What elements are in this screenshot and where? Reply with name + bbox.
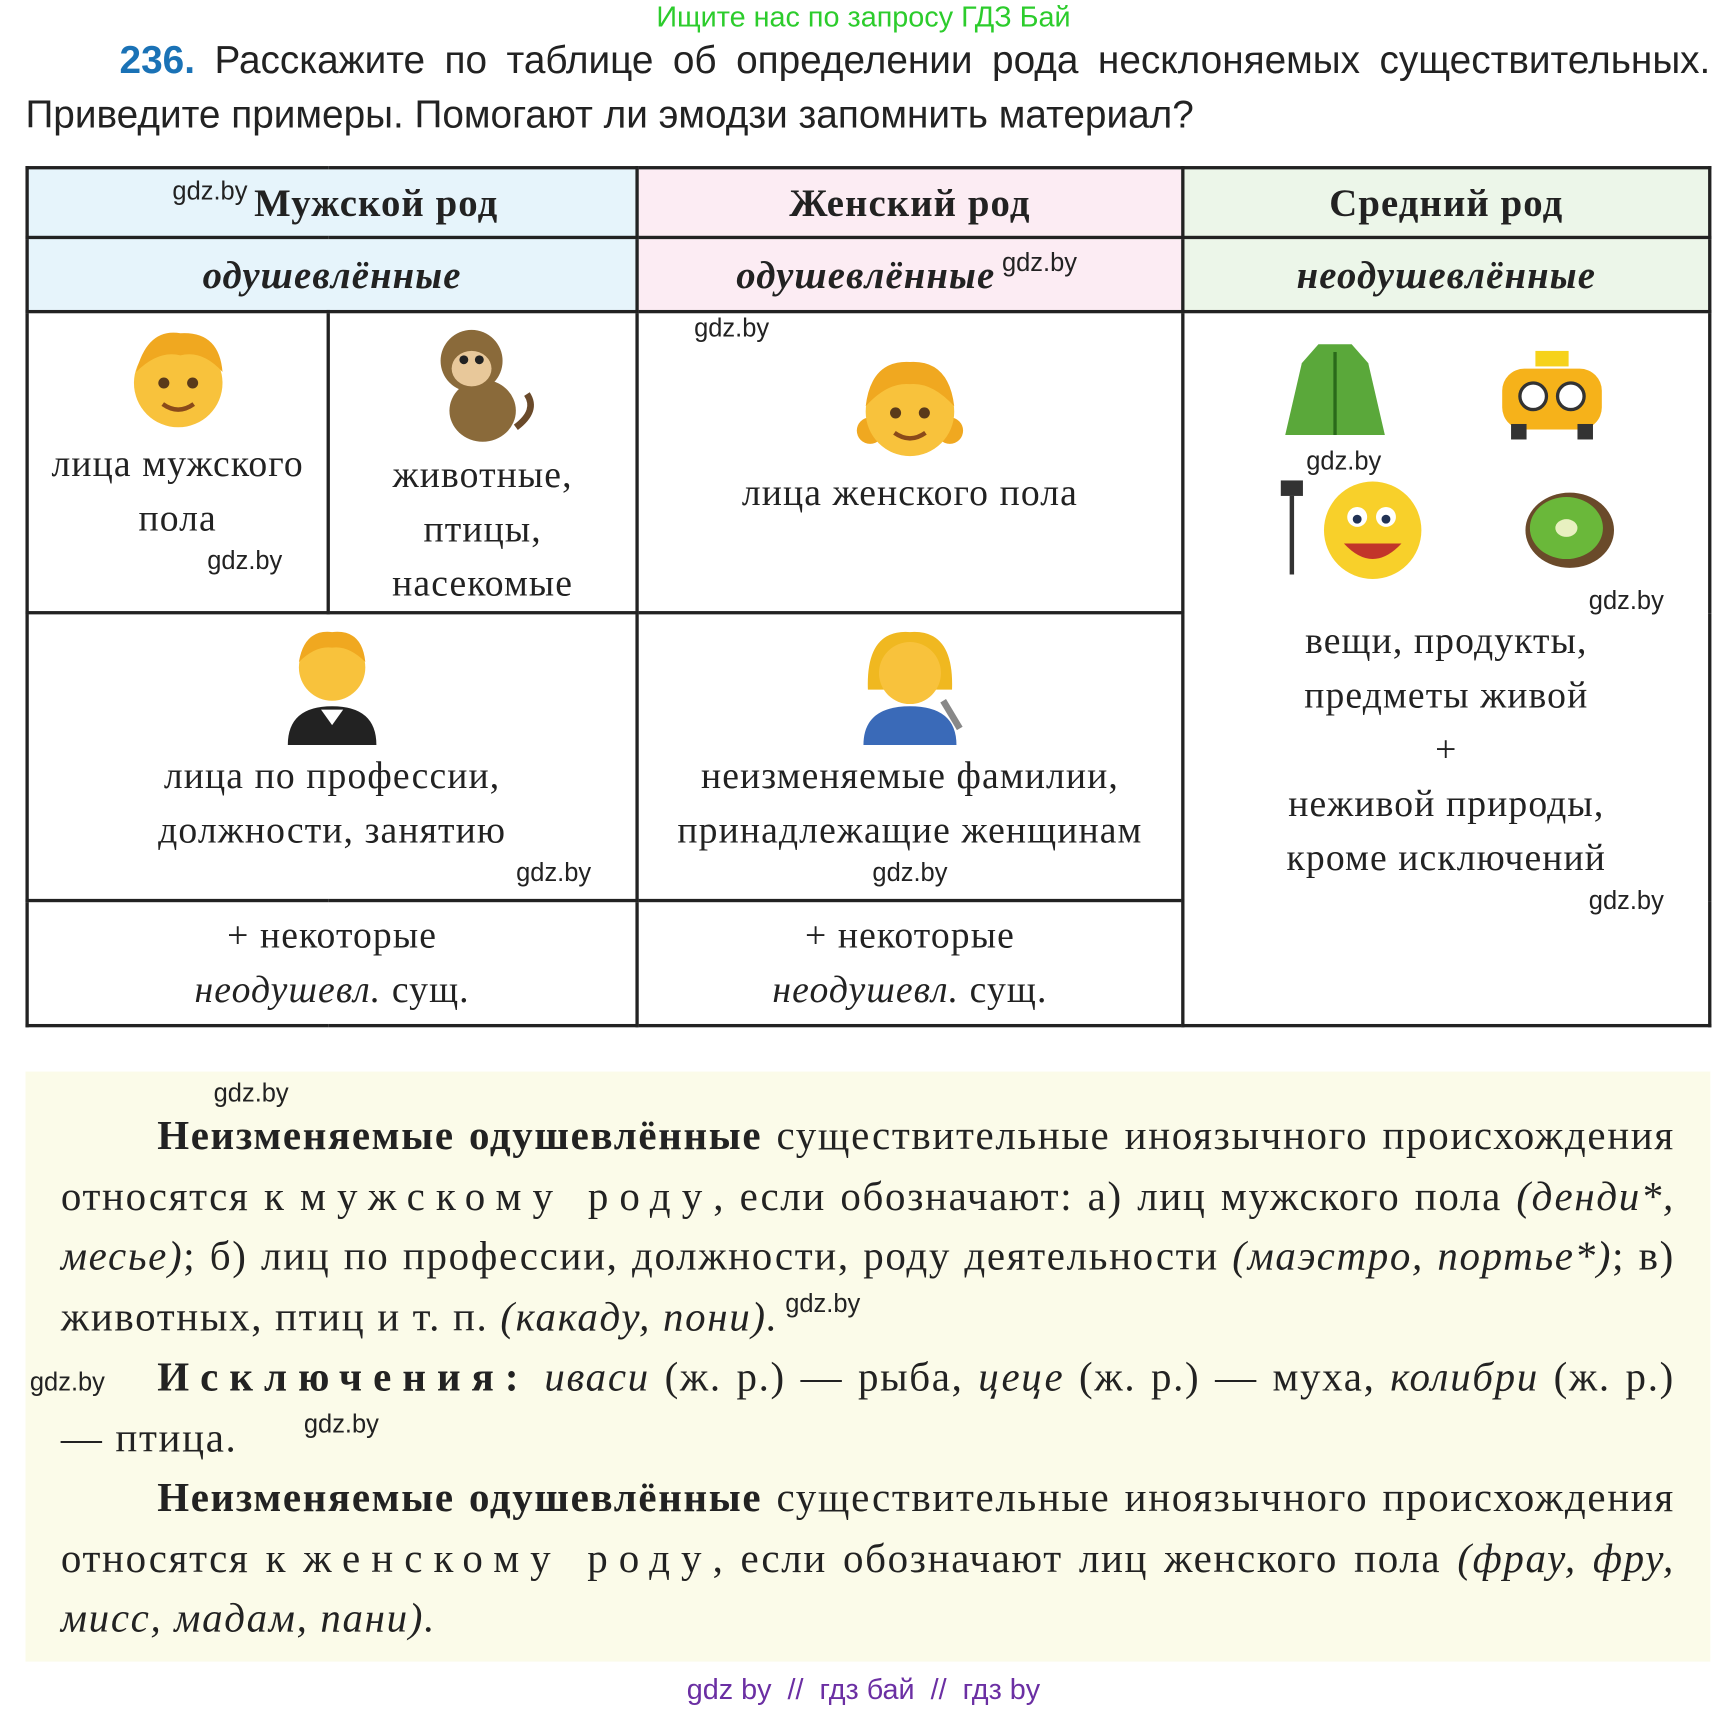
subheader-feminine-text: одушевлённые bbox=[736, 252, 996, 297]
watermark: gdz.by bbox=[213, 1078, 289, 1107]
female-surnames-text: неизменяемые фамилии, принадлежащие женщинам bbox=[677, 756, 1143, 852]
neuter-plus: + bbox=[1435, 729, 1458, 771]
cell-male-persons bbox=[27, 312, 328, 613]
male-extra-tail: сущ. bbox=[391, 969, 470, 1011]
watermark: gdz.by bbox=[29, 1367, 105, 1396]
girl-emoji-icon bbox=[855, 351, 966, 462]
coat-emoji-icon bbox=[1279, 335, 1390, 446]
rule-exceptions: gdz.by Исключения: иваси (ж. р.) — рыба, цеце (ж. р.) — муха, колибри (ж. р.) — птица. $^{gdz.by}$ bbox=[29, 1354, 1675, 1461]
cell-female-surnames bbox=[637, 613, 1183, 901]
female-persons-text: лица женского пола bbox=[741, 472, 1078, 514]
cell-male-animals bbox=[328, 312, 637, 613]
search-hint: Ищите нас по запросу ГДЗ Бай bbox=[656, 0, 1071, 34]
subheader-feminine bbox=[637, 237, 1183, 311]
cell-neuter bbox=[1183, 312, 1710, 1026]
task-question: Расскажите по таблице об определении рода несклоняемых существительных. Приведите примеры. Помогают ли эмодзи запомнить материал? bbox=[25, 38, 1711, 137]
selfie-smiley-emoji-icon bbox=[1275, 475, 1430, 586]
watermark: gdz.by bbox=[785, 1287, 861, 1317]
neuter-text-1: вещи, продукты, предметы живой bbox=[1304, 621, 1589, 717]
watermark: gdz.by bbox=[207, 545, 283, 575]
woman-mechanic-emoji-icon bbox=[855, 623, 966, 745]
gender-table bbox=[25, 166, 1711, 1027]
cell-male-extra bbox=[27, 901, 637, 1026]
watermark: gdz.by bbox=[172, 175, 248, 205]
female-extra-tail: сущ. bbox=[969, 969, 1048, 1011]
female-extra-plus: + некоторые bbox=[804, 915, 1015, 957]
rule-masculine: Неизменяемые одушевлённые существительные иноязычного происхождения относятся к мужскому роду, если обозначают: а) лиц мужского пола (денди*, месье); б) лиц по профессии, должности, роду деятельности (маэстро, портье*); в) животных, птиц и т. п. (какаду, пони). $^{gdz.by}$ bbox=[60, 1113, 1675, 1341]
male-extra-italic: неодушевл. bbox=[194, 969, 382, 1011]
cell-female-persons bbox=[637, 312, 1183, 613]
exceptions-label: Исключения: bbox=[157, 1354, 530, 1401]
watermark: gdz.by bbox=[303, 1408, 379, 1438]
male-persons-text: лица мужского пола bbox=[51, 443, 304, 540]
neuter-text-2: неживой природы, кроме исключений bbox=[1286, 783, 1607, 879]
subheader-neuter: неодушевлённые bbox=[1183, 237, 1710, 311]
kiwi-emoji-icon bbox=[1522, 486, 1617, 575]
cell-female-extra bbox=[637, 901, 1183, 1026]
boy-emoji-icon bbox=[125, 322, 231, 433]
task-text bbox=[25, 33, 1710, 141]
cell-male-profession bbox=[27, 613, 637, 901]
neuter-icons-top bbox=[1184, 335, 1708, 446]
header-neuter: Средний род bbox=[1183, 168, 1710, 238]
taxi-emoji-icon bbox=[1491, 335, 1613, 446]
subheader-masculine: одушевлённые bbox=[27, 237, 637, 311]
watermark: gdz.by bbox=[516, 857, 592, 887]
footer-watermark: gdz by // гдз бай // гдз by bbox=[686, 1672, 1041, 1706]
header-masculine-text: Мужской род bbox=[254, 180, 499, 225]
male-extra-plus: + некоторые bbox=[227, 915, 438, 957]
task-number: 236. bbox=[119, 38, 195, 82]
monkey-emoji-icon bbox=[422, 322, 544, 444]
rule-box bbox=[25, 1072, 1710, 1661]
male-animals-text: животные, птицы, насекомые bbox=[392, 454, 574, 605]
watermark: gdz.by bbox=[694, 313, 770, 343]
female-extra-italic: неодушевл. bbox=[772, 969, 960, 1011]
watermark: gdz.by bbox=[1588, 585, 1664, 615]
header-feminine: Женский род bbox=[637, 168, 1183, 238]
watermark: gdz.by bbox=[872, 857, 948, 887]
header-masculine bbox=[27, 168, 637, 238]
watermark: gdz.by bbox=[1588, 885, 1664, 915]
watermark: gdz.by bbox=[1306, 446, 1382, 475]
man-in-tuxedo-emoji-icon bbox=[282, 623, 382, 745]
watermark: gdz.by bbox=[1001, 247, 1077, 277]
male-profession-text: лица по профессии, должности, занятию bbox=[158, 756, 507, 852]
rule-feminine: Неизменяемые одушевлённые существительные иноязычного происхождения относятся к женскому роду, если обозначают лиц женского пола (фрау, фру, мисс, мадам, пани). bbox=[60, 1475, 1675, 1642]
neuter-icons-bottom bbox=[1184, 475, 1708, 586]
